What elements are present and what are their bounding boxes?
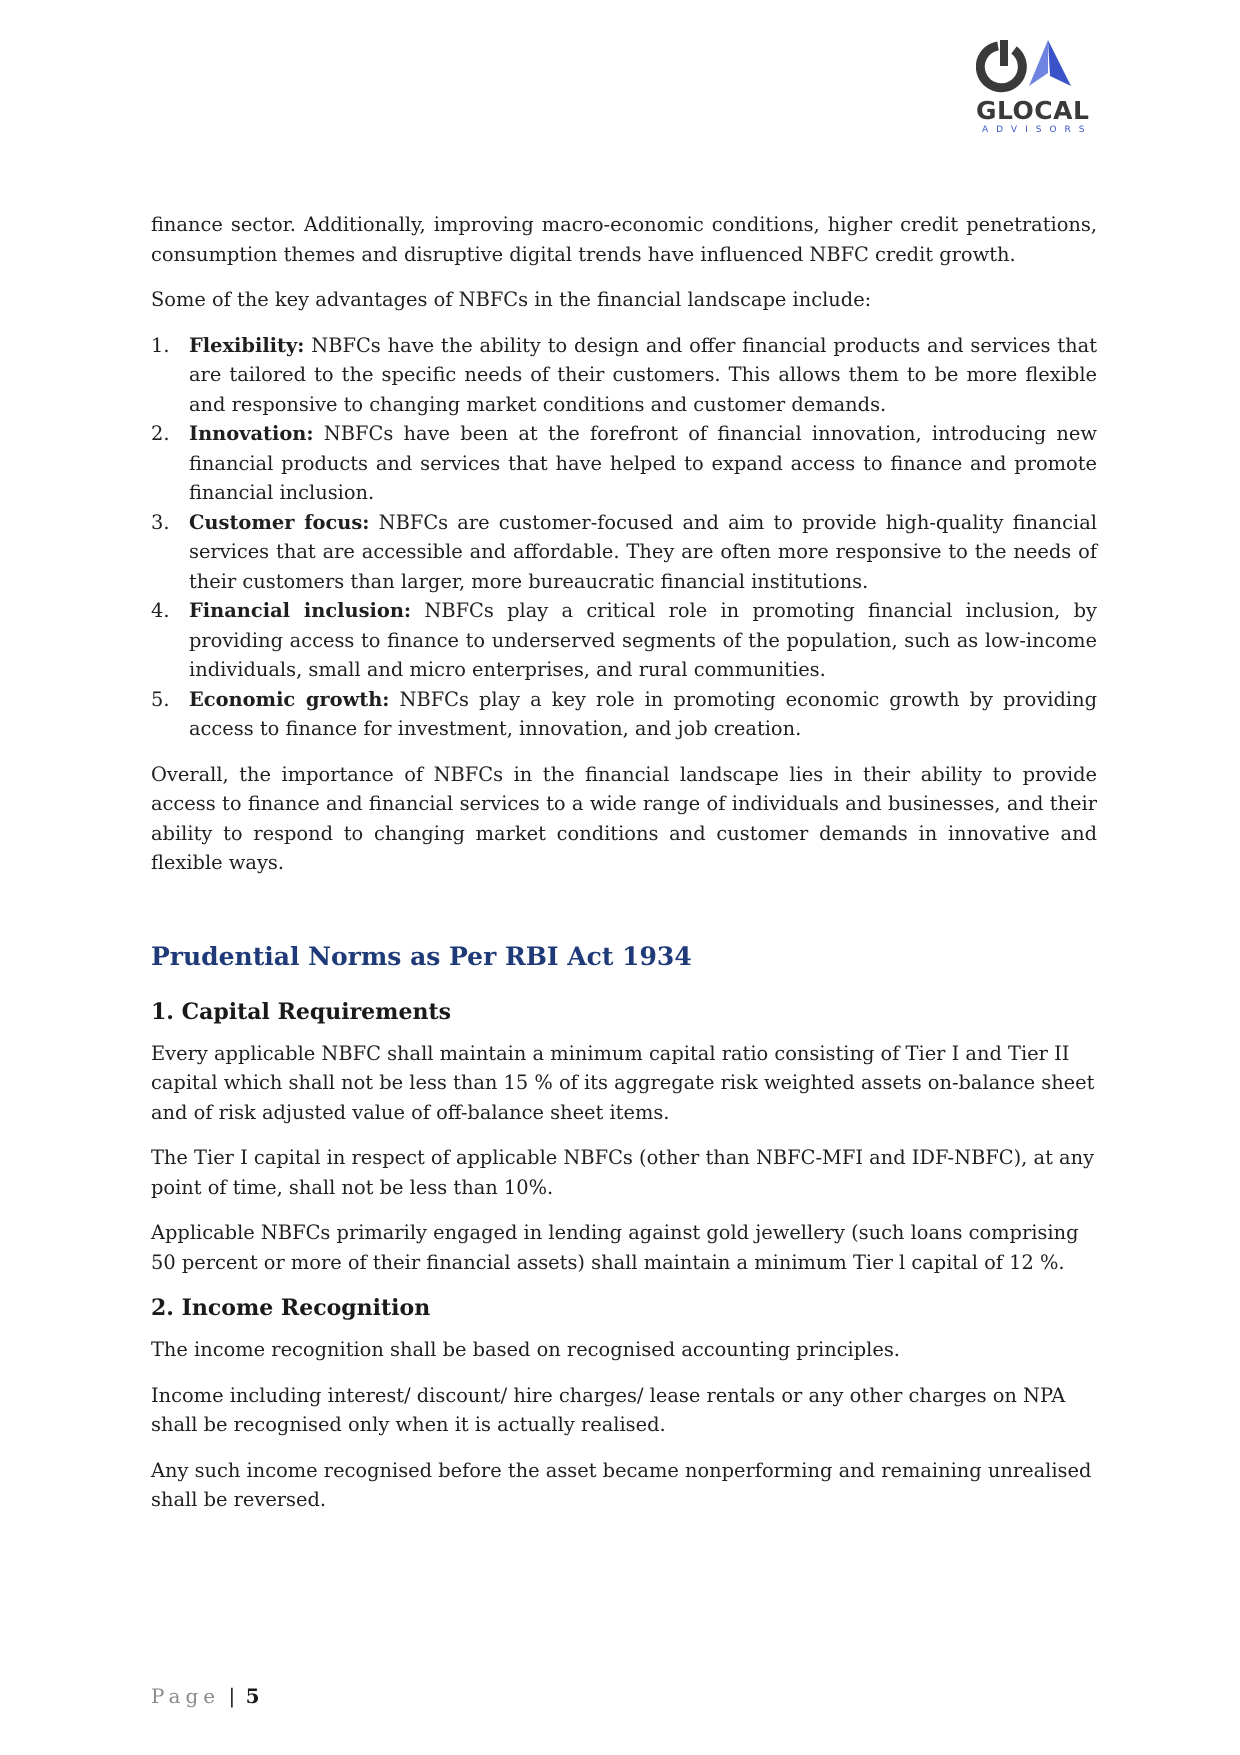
income-paragraph: Any such income recognised before the asset became nonperforming and remaining unrealised shall be reversed. [151, 1458, 1092, 1511]
list-item-text: NBFCs have the ability to design and offer financial products and services that are tailored to the specific needs of their customers. This allows them to be more flexible and responsive to changing market conditions and customer demands. [189, 333, 1097, 416]
page-footer [151, 1682, 260, 1710]
page-content [151, 210, 1097, 1531]
list-item [151, 508, 1097, 597]
list-item-term: Innovation: [189, 422, 314, 445]
list-number: 4. [151, 599, 170, 622]
list-item-text: NBFCs are customer-focused and aim to provide high-quality financial services that are accessible and affordable. They are often more responsive to the needs of their customers than larger, more bureaucratic financial institutions. [189, 510, 1097, 593]
list-item [151, 685, 1097, 744]
list-item [151, 331, 1097, 420]
capital-paragraph: Applicable NBFCs primarily engaged in lending against gold jewellery (such loans comprising 50 percent or more of their financial assets) shall maintain a minimum Tier l capital of 12 %. [151, 1221, 1079, 1274]
income-paragraph: Income including interest/ discount/ hire charges/ lease rentals or any other charges on NPA shall be recognised only when it is actually realised. [151, 1383, 1066, 1436]
list-item-text: NBFCs play a key role in promoting economic growth by providing access to finance for investment, innovation, and job creation. [189, 687, 1097, 740]
list-item [151, 596, 1097, 685]
page-number: 5 [245, 1684, 260, 1708]
list-item-text: NBFCs have been at the forefront of financial innovation, introducing new financial products and services that have helped to expand access to finance and promote financial inclusion. [189, 422, 1097, 504]
list-number: 5. [151, 687, 170, 711]
glocal-advisors-logo [976, 40, 1096, 140]
page-label: Page [151, 1684, 221, 1708]
list-item [151, 419, 1097, 508]
income-recognition-heading: 2. Income Recognition [151, 1295, 431, 1321]
list-number: 2. [151, 422, 170, 445]
logo-mark-icon [976, 40, 1086, 96]
list-number: 3. [151, 510, 170, 534]
list-item-term: Economic growth: [189, 687, 390, 711]
advantages-list [151, 331, 1097, 744]
logo-tagline: ADVISORS [982, 125, 1093, 135]
overall-paragraph: Overall, the importance of NBFCs in the financial landscape lies in their ability to provide access to finance and financial services to a wide range of individuals and businesses, and their ability to respond to changing market conditions and customer demands in innovative and flexible ways. [151, 762, 1097, 874]
list-item-term: Flexibility: [189, 333, 305, 357]
section-title: Prudential Norms as Per RBI Act 1934 [151, 941, 692, 971]
list-item-term: Customer focus: [189, 510, 370, 534]
capital-paragraph: Every applicable NBFC shall maintain a minimum capital ratio consisting of Tier I and Tier II capital which shall not be less than 15 % of its aggregate risk weighted assets on-balance sheet and of risk adjusted value of off-balance sheet items. [151, 1041, 1095, 1124]
income-paragraph: The income recognition shall be based on recognised accounting principles. [151, 1338, 900, 1361]
list-number: 1. [151, 333, 170, 357]
footer-separator: | [228, 1684, 236, 1708]
capital-paragraph: The Tier I capital in respect of applicable NBFCs (other than NBFC-MFI and IDF-NBFC), at any point of time, shall not be less than 10%. [151, 1146, 1095, 1199]
list-item-term: Financial inclusion: [189, 599, 412, 622]
logo-wordmark: GLOCAL [976, 96, 1090, 125]
list-item-text: NBFCs play a critical role in promoting financial inclusion, by providing access to finance to underserved segments of the population, such as low-income individuals, small and micro enterprises, and rural communities. [189, 599, 1097, 681]
advantages-intro: Some of the key advantages of NBFCs in the financial landscape include: [151, 288, 872, 311]
intro-paragraph: finance sector. Additionally, improving macro-economic conditions, higher credit penetrations, consumption themes and disruptive digital trends have influenced NBFC credit growth. [151, 213, 1097, 266]
capital-requirements-heading: 1. Capital Requirements [151, 998, 451, 1025]
